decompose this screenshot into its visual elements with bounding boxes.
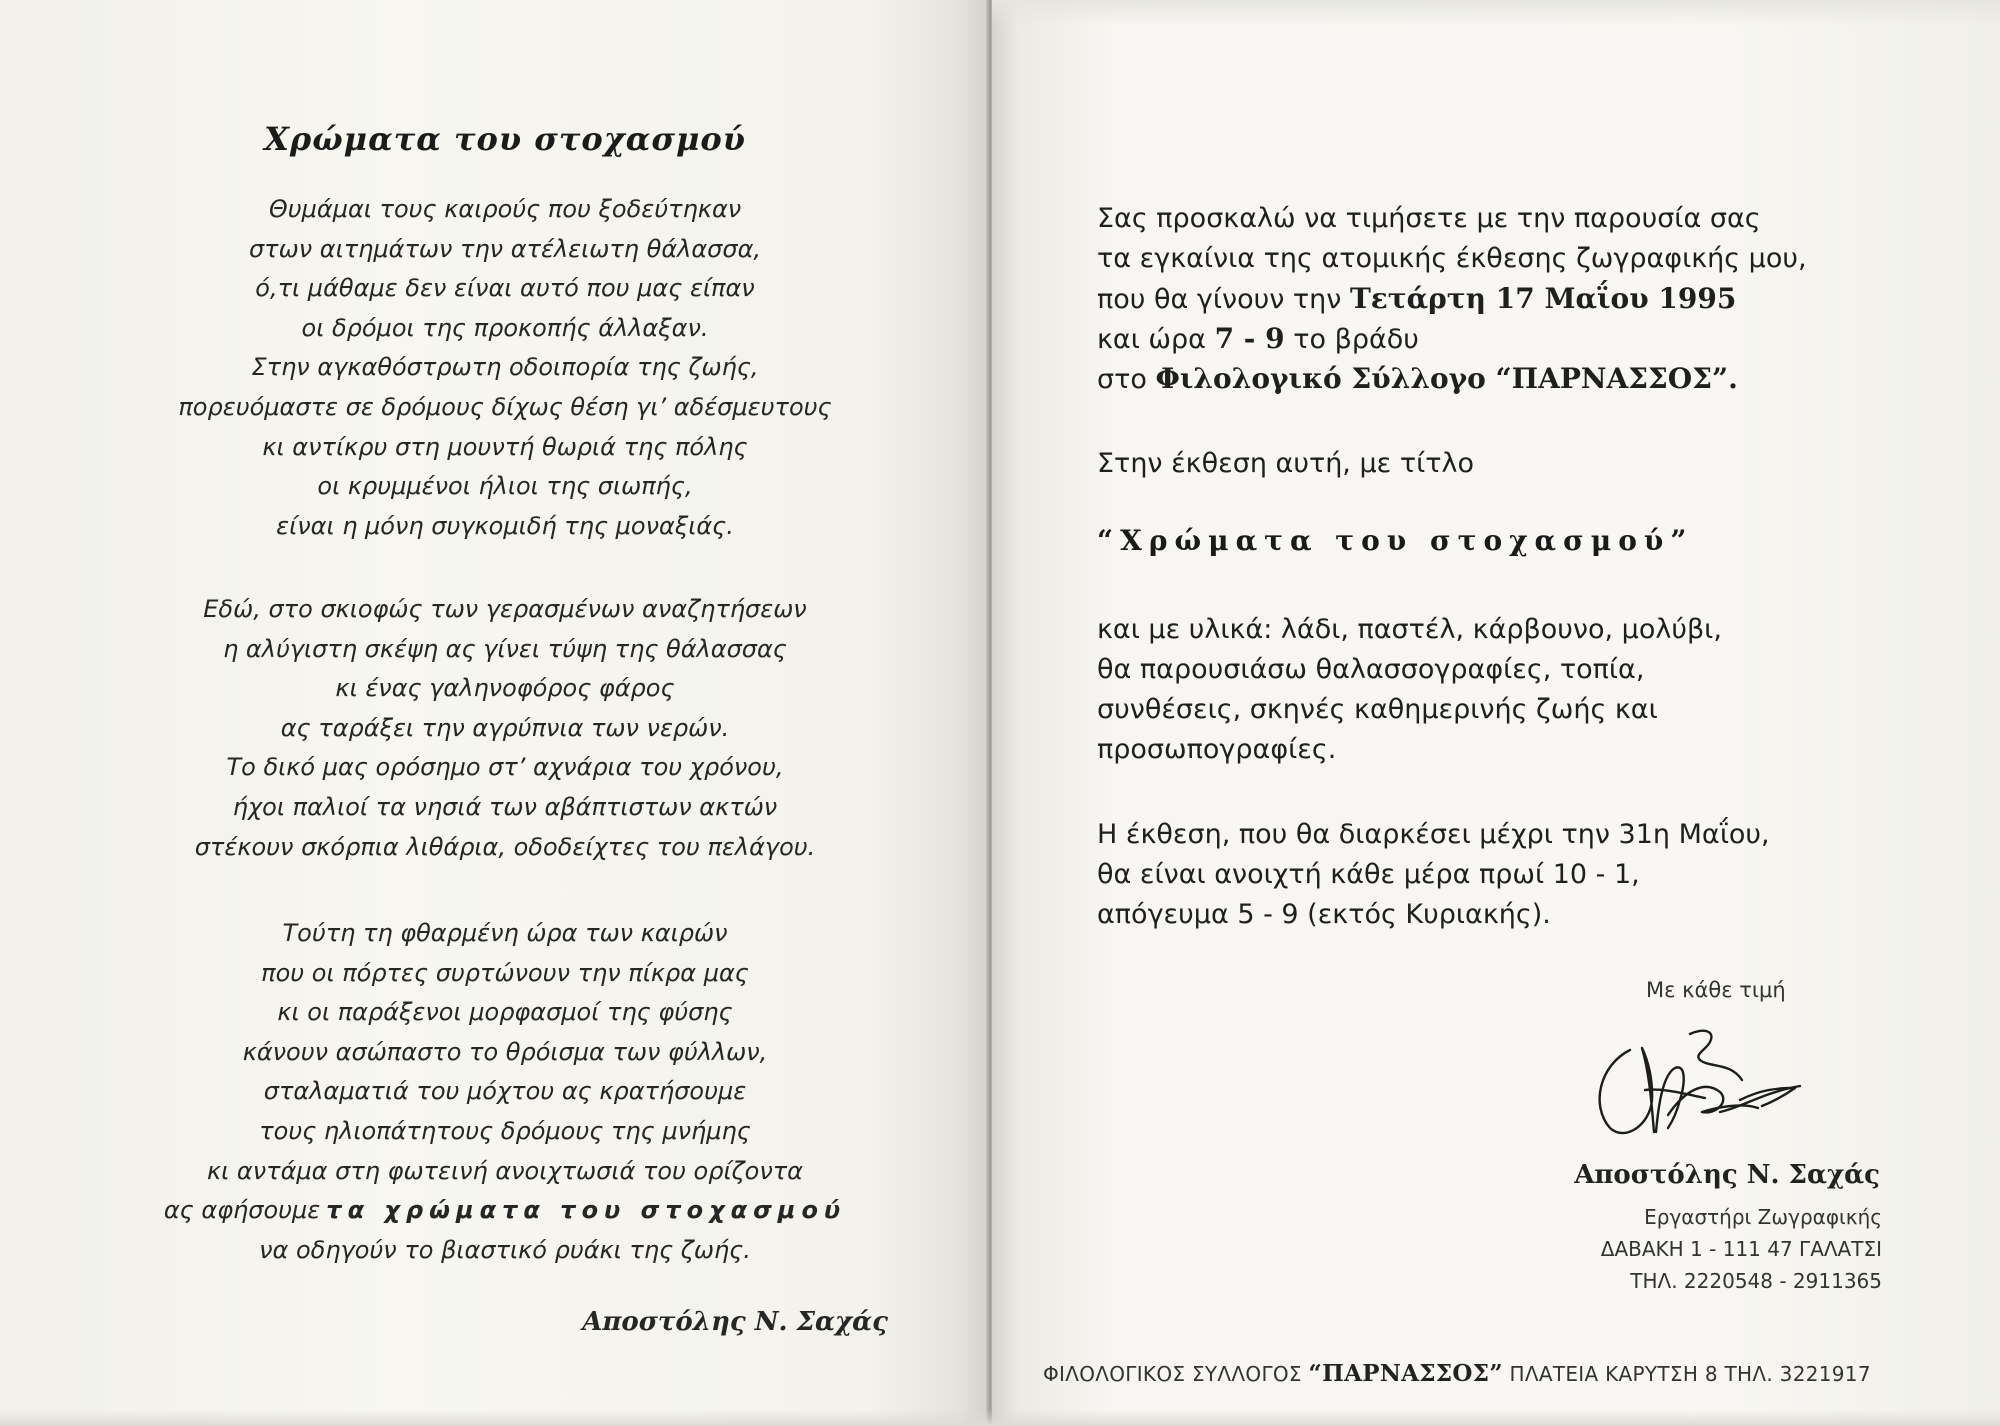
poem-line: τους ηλιοπάτητους δρόμους της μνήμης: [259, 1116, 751, 1145]
poem-stanza-1: [0, 190, 988, 546]
studio-label: Εργαστήρι Ζωγραφικής: [1644, 1205, 1882, 1229]
invitation-date-line: [1097, 279, 1807, 319]
poem-line: ήχοι παλιοί τα νησιά των αβάπτιστων ακτών: [232, 792, 778, 821]
invitation-text: και ώρα: [1097, 324, 1206, 355]
poem-line: στέκουν σκόρπια λιθάρια, οδοδείχτες του πελάγου.: [194, 832, 816, 861]
poem-line: που οι πόρτες συρτώνουν την πίκρα μας: [261, 958, 749, 987]
poem-line: οι κρυμμένοι ήλιοι της σιωπής,: [317, 472, 693, 501]
poem-line: να οδηγούν το βιαστικό ρυάκι της ζωής.: [259, 1235, 751, 1264]
invitation-paragraph-1: [1097, 199, 1807, 399]
exhibition-title: “Χρώματα του στοχασμού”: [1097, 524, 1694, 557]
poem-line-emphasis: [0, 1191, 988, 1231]
invitation-text: στο: [1097, 364, 1147, 395]
poem-line: κι αντίκρυ στη μουντή θωριά της πόλης: [262, 432, 748, 461]
poem-line: η αλύγιστη σκέψη ας γίνει τύψη της θάλασσας: [223, 634, 787, 663]
poem-line: στων αιτημάτων την ατέλειωτη θάλασσα,: [248, 234, 762, 263]
invitation-line: Σας προσκαλώ να τιμήσετε με την παρουσία σας: [1097, 203, 1761, 234]
poem-author: Αποστόλης Ν. Σαχάς: [582, 1307, 888, 1337]
poem-line: κι αντάμα στη φωτεινή ανοιχτωσιά του ορίζοντα: [207, 1156, 803, 1185]
invitation-text: το βράδυ: [1293, 324, 1419, 355]
signatory-name: Αποστόλης Ν. Σαχάς: [1574, 1160, 1880, 1190]
poem-line: Θυμάμαι τους καιρούς που ξοδεύτηκαν: [268, 195, 742, 223]
poem-line: πορευόμαστε σε δρόμους δίχως θέση γι’ αδέσμευτους: [178, 392, 832, 421]
invitation-paragraph-2: [1097, 444, 1474, 484]
invitation-paragraph-4: [1097, 815, 1770, 935]
closing-salutation: Με κάθε τιμή: [1646, 978, 1786, 1002]
invitation-line: θα παρουσιάσω θαλασσογραφίες, τοπία,: [1097, 654, 1645, 685]
venue-footer: [1043, 1360, 1871, 1387]
venue-name: Φιλολογικό Σύλλογο “ΠΑΡΝΑΣΣΟΣ”.: [1155, 362, 1738, 395]
left-page: [0, 0, 988, 1426]
poem-emphasis-phrase: τα χρώματα του στοχασμού: [326, 1196, 847, 1225]
poem-line: ας ταράξει την αγρύπνια των νερών.: [280, 713, 730, 742]
poem-title: Χρώματα του στοχασμού: [264, 120, 746, 158]
page-edge-shadow: [992, 0, 2000, 26]
poem-line-prefix: ας αφήσουμε: [163, 1196, 321, 1225]
footer-address: ΠΛΑΤΕΙΑ ΚΑΡΥΤΣΗ 8 ΤΗΛ. 3221917: [1509, 1362, 1871, 1386]
studio-phone: ΤΗΛ. 2220548 - 2911365: [1630, 1269, 1882, 1293]
poem-line: Στην αγκαθόστρωτη οδοιπορία της ζωής,: [251, 353, 759, 382]
poem-stanza-2: [0, 590, 988, 867]
invitation-line: συνθέσεις, σκηνές καθημερινής ζωής και: [1097, 694, 1658, 725]
poem-line: είναι η μόνη συγκομιδή της μοναξιάς.: [276, 511, 734, 540]
invitation-venue-line: [1097, 359, 1807, 399]
invitation-line: και με υλικά: λάδι, παστέλ, κάρβουνο, μολύβι,: [1097, 614, 1722, 645]
invitation-line: προσωπογραφίες.: [1097, 734, 1337, 765]
page-bottom-edge: [0, 1410, 2000, 1426]
poem-line: κι οι παράξενοι μορφασμοί της φύσης: [277, 998, 733, 1027]
poem-stanza-3: [0, 914, 988, 1270]
footer-prefix: ΦΙΛΟΛΟΓΙΚΟΣ ΣΥΛΛΟΓΟΣ: [1043, 1362, 1302, 1386]
invitation-line: τα εγκαίνια της ατομικής έκθεσης ζωγραφικής μου,: [1097, 243, 1807, 274]
opening-date: Τετάρτη 17 Μαΐου 1995: [1349, 282, 1737, 315]
poem-line: οι δρόμοι της προκοπής άλλαξαν.: [301, 313, 709, 342]
studio-address: ΔΑΒΑΚΗ 1 - 111 47 ΓΑΛΑΤΣΙ: [1600, 1237, 1882, 1261]
poem-line: Το δικό μας ορόσημο στ’ αχνάρια του χρόνου,: [226, 753, 784, 782]
invitation-text: που θα γίνουν την: [1097, 284, 1342, 315]
handwritten-signature: [1590, 1020, 1820, 1145]
invitation-line: απόγευμα 5 - 9 (εκτός Κυριακής).: [1097, 899, 1551, 930]
opening-time: 7 - 9: [1214, 322, 1285, 355]
poem-line: σταλαματιά του μόχτου ας κρατήσουμε: [263, 1077, 747, 1106]
poem-line: Εδώ, στο σκιοφώς των γερασμένων αναζητήσεων: [203, 595, 807, 623]
invitation-line: θα είναι ανοιχτή κάθε μέρα πρωί 10 - 1,: [1097, 859, 1640, 890]
invitation-line: Στην έκθεση αυτή, με τίτλο: [1097, 448, 1474, 479]
invitation-time-line: [1097, 319, 1807, 359]
poem-line: ό,τι μάθαμε δεν είναι αυτό που μας είπαν: [255, 274, 755, 303]
footer-venue-name: “ΠΑΡΝΑΣΣΟΣ”: [1308, 1360, 1503, 1387]
poem-line: Τούτη τη φθαρμένη ώρα των καιρών: [282, 919, 728, 947]
invitation-paragraph-3: [1097, 610, 1722, 770]
invitation-line: Η έκθεση, που θα διαρκέσει μέχρι την 31η Μαΐου,: [1097, 819, 1770, 850]
poem-line: κάνουν ασώπαστο το θρόισμα των φύλλων,: [242, 1037, 768, 1066]
poem-line: κι ένας γαληνοφόρος φάρος: [335, 674, 675, 703]
